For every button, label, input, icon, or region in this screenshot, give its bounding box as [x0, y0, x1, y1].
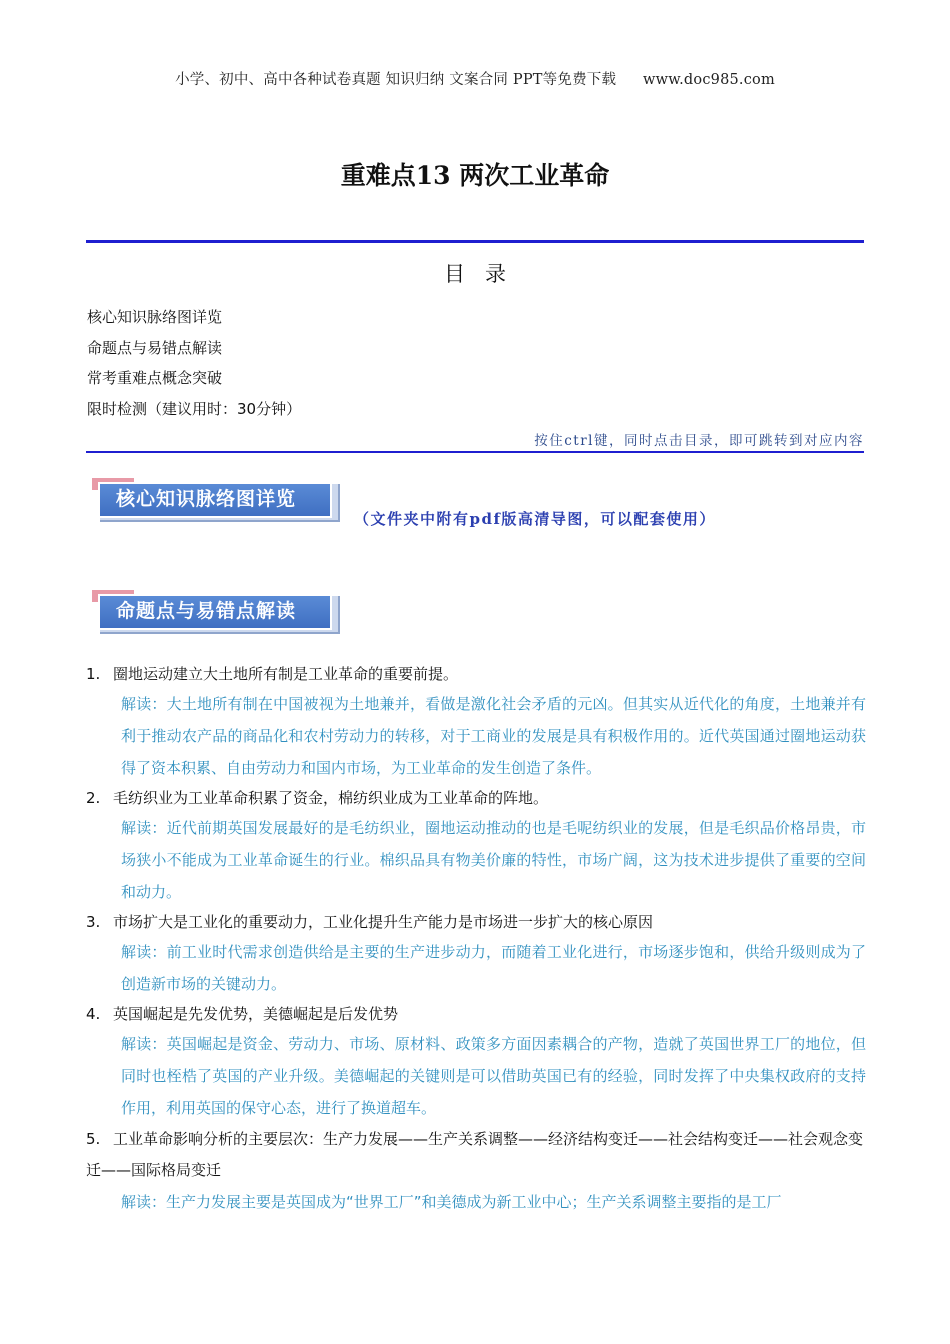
list-item — [86, 908, 866, 1000]
banner-label: 核心知识脉络图详览 — [98, 482, 332, 518]
key-points-list — [86, 660, 866, 1218]
document-title: 重难点13 两次工业革命 — [340, 161, 610, 190]
point-heading-text: 英国崛起是先发优势，美德崛起是后发优势 — [113, 1005, 399, 1023]
point-heading — [86, 1000, 866, 1028]
divider-bottom — [86, 451, 864, 453]
point-explanation: 解读：近代前期英国发展最好的是毛纺织业，圈地运动推动的也是毛呢纺织业的发展，但是毛织品价格昂贵，市场狭小不能成为工业革命诞生的行业。棉织品具有物美价廉的特性，市场广阔，这为技术进步提供了重要的空间和动力。 — [121, 819, 866, 901]
banner-label: 命题点与易错点解读 — [98, 594, 332, 630]
point-heading — [86, 908, 866, 936]
toc-navigation-tip: 按住ctrl键，同时点击目录，即可跳转到对应内容 — [534, 433, 864, 449]
toc-item-knowledge-map[interactable]: 核心知识脉络图详览 — [87, 308, 223, 326]
mindmap-note: （文件夹中附有pdf版高清导图，可以配套使用） — [354, 510, 716, 528]
toc-item-timed-test[interactable]: 限时检测（建议用时：30分钟） — [87, 399, 302, 418]
table-of-contents — [87, 305, 301, 427]
point-number: 5. — [86, 1130, 101, 1148]
point-heading-text: 圈地运动建立大土地所有制是工业革命的重要前提。 — [113, 665, 459, 683]
header-text: 小学、初中、高中各种试卷真题 知识归纳 文案合同 PPT等免费下载 — [175, 72, 617, 88]
toc-item-concepts[interactable]: 常考重难点概念突破 — [87, 369, 223, 387]
point-heading-text: 毛纺织业为工业革命积累了资金，棉纺织业成为工业革命的阵地。 — [113, 789, 549, 807]
point-number: 1. — [86, 665, 101, 683]
toc-item-key-points[interactable]: 命题点与易错点解读 — [87, 338, 223, 357]
list-item — [86, 1000, 866, 1124]
list-item — [86, 784, 866, 908]
header-site-link[interactable]: www.doc985.com — [642, 72, 775, 88]
list-item — [86, 1124, 866, 1218]
point-explanation: 解读：生产力发展主要是英国成为“世界工厂”和美德成为新工业中心；生产关系调整主要指的是工厂 — [121, 1193, 782, 1211]
page-header — [0, 68, 950, 89]
point-number: 3. — [86, 913, 101, 931]
point-number: 2. — [86, 789, 101, 807]
point-heading-text: 工业革命影响分析的主要层次：生产力发展——生产关系调整——经济结构变迁——社会结构变迁——社会观念变迁——国际格局变迁 — [86, 1130, 864, 1179]
section-banner-key-points — [92, 590, 340, 634]
toc-heading: 目录 — [444, 262, 526, 286]
point-heading — [86, 1124, 866, 1186]
point-heading-text: 市场扩大是工业化的重要动力，工业化提升生产能力是市场进一步扩大的核心原因 — [113, 913, 654, 931]
point-number: 4. — [86, 1005, 101, 1023]
section-banner-knowledge-map — [92, 478, 340, 522]
point-explanation: 解读：前工业时代需求创造供给是主要的生产进步动力，而随着工业化进行，市场逐步饱和，供给升级则成为了创造新市场的关键动力。 — [121, 943, 866, 993]
list-item — [86, 660, 866, 784]
point-explanation: 解读：大土地所有制在中国被视为土地兼并，看做是激化社会矛盾的元凶。但其实从近代化的角度，土地兼并有利于推动农产品的商品化和农村劳动力的转移，对于工商业的发展是具有积极作用的。近代英国通过圈地运动获得了资本积累、自由劳动力和国内市场，为工业革命的发生创造了条件。 — [121, 695, 866, 777]
point-explanation: 解读：英国崛起是资金、劳动力、市场、原材料、政策多方面因素耦合的产物，造就了英国世界工厂的地位，但同时也桎梏了英国的产业升级。美德崛起的关键则是可以借助英国已有的经验，同时发挥了中央集权政府的支持作用，利用英国的保守心态，进行了换道超车。 — [121, 1035, 866, 1117]
point-heading — [86, 660, 866, 688]
point-heading — [86, 784, 866, 812]
divider-top — [86, 240, 864, 243]
